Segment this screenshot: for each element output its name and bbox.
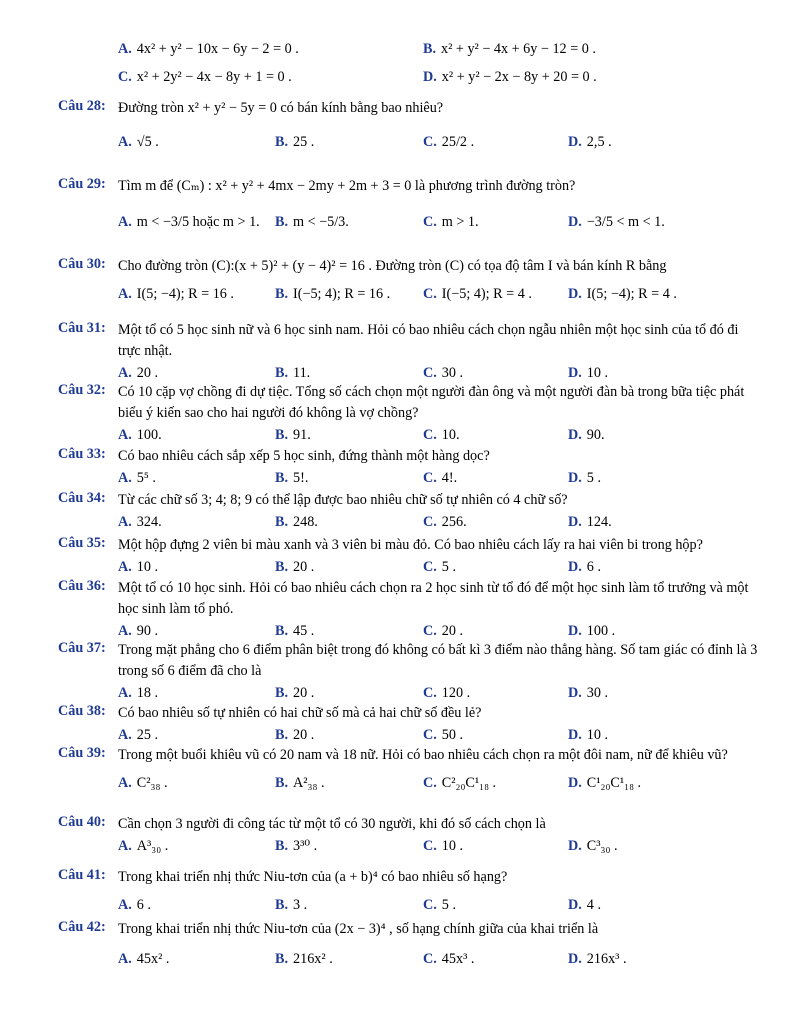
option-b xyxy=(275,131,314,153)
option-label: B. xyxy=(275,286,289,302)
option-label: A. xyxy=(118,897,132,913)
option-a xyxy=(118,424,162,446)
question-stem: Đường tròn x² + y² − 5y = 0 có bán kính bằng bao nhiêu? xyxy=(118,100,444,116)
option-d xyxy=(568,467,601,489)
question-number: Câu 37: xyxy=(58,640,106,656)
option-b xyxy=(275,620,314,642)
option-label: A. xyxy=(118,134,132,150)
question-number: Câu 38: xyxy=(58,703,106,719)
option-row xyxy=(58,894,758,916)
option-a xyxy=(118,511,162,533)
option-c xyxy=(423,556,456,578)
question-42 xyxy=(58,919,758,970)
option-d xyxy=(568,682,608,704)
option-label: A. xyxy=(118,838,132,854)
option-label: D. xyxy=(568,897,582,913)
option-label: C. xyxy=(423,623,437,639)
question-stem: Cần chọn 3 người đi công tác từ một tổ có 30 người, khi đó số cách chọn là xyxy=(118,816,546,832)
option-text: 20 . xyxy=(293,685,315,701)
option-text: 10 . xyxy=(586,727,609,743)
option-a xyxy=(118,948,169,970)
option-label: B. xyxy=(275,623,289,639)
option-label: B. xyxy=(275,365,289,381)
option-label: C. xyxy=(423,214,437,230)
option-row xyxy=(58,556,758,578)
option-text: 256. xyxy=(441,514,467,530)
option-text: 5 . xyxy=(586,470,601,486)
option-row xyxy=(58,511,758,533)
option-a xyxy=(118,38,299,60)
option-c xyxy=(423,894,456,916)
option-d xyxy=(568,772,641,794)
option-text: m < −5/3. xyxy=(293,214,349,230)
option-row xyxy=(58,724,758,746)
option-text: 120 . xyxy=(441,685,471,701)
question-41 xyxy=(58,867,758,916)
question-stem: Trong khai triển nhị thức Niu-tơn của (a + b)⁴ có bao nhiêu số hạng? xyxy=(118,869,508,885)
option-text: 20 . xyxy=(293,727,315,743)
question-39 xyxy=(58,745,758,794)
question-number: Câu 29: xyxy=(58,176,106,192)
option-text: 3³⁰ . xyxy=(293,838,318,854)
option-label: B. xyxy=(275,427,289,443)
option-label: B. xyxy=(275,559,289,575)
option-text: 10 . xyxy=(136,559,159,575)
question-stem: Cho đường tròn (C):(x + 5)² + (y − 4)² = 16 . Đường tròn (C) có tọa độ tâm I và bán kính R bằng xyxy=(118,258,667,274)
option-d xyxy=(568,724,608,746)
option-text: 10 . xyxy=(441,838,464,854)
option-d xyxy=(423,66,597,88)
option-b xyxy=(275,424,311,446)
option-row xyxy=(58,283,758,305)
option-a xyxy=(118,283,234,305)
option-text: 4x² + y² − 10x − 6y − 2 = 0 . xyxy=(136,41,299,57)
option-label: C. xyxy=(423,897,437,913)
option-row xyxy=(58,131,758,153)
option-c xyxy=(423,682,470,704)
question-31 xyxy=(58,320,758,384)
option-b xyxy=(275,894,307,916)
question-stem: Trong một buổi khiêu vũ có 20 nam và 18 nữ. Hỏi có bao nhiêu cách chọn ra một đôi nam, nữ để khiêu vũ? xyxy=(118,747,728,763)
option-a xyxy=(118,835,168,857)
option-text: C³₃₀ . xyxy=(586,838,618,854)
option-text: x² + 2y² − 4x − 8y + 1 = 0 . xyxy=(136,69,292,85)
option-label: D. xyxy=(568,838,582,854)
option-text: 324. xyxy=(136,514,162,530)
option-text: √5 . xyxy=(136,134,159,150)
question-28 xyxy=(58,98,758,153)
option-text: 5!. xyxy=(293,470,309,486)
option-b xyxy=(275,682,314,704)
option-b xyxy=(423,38,596,60)
option-c xyxy=(118,66,292,88)
option-text: m > 1. xyxy=(441,214,479,230)
option-c xyxy=(423,424,460,446)
option-b xyxy=(275,948,333,970)
question-stem: Một tổ có 10 học sinh. Hỏi có bao nhiêu cách chọn ra 2 học sinh từ tổ đó để một học sinh làm tổ trưởng và một học sinh làm tổ phó. xyxy=(118,580,749,617)
option-text: 30 . xyxy=(441,365,464,381)
option-text: 18 . xyxy=(136,685,159,701)
option-label: C. xyxy=(423,559,437,575)
option-text: 91. xyxy=(293,427,311,443)
option-label: B. xyxy=(275,951,289,967)
option-label: C. xyxy=(423,134,437,150)
option-text: −3/5 < m < 1. xyxy=(586,214,665,230)
option-text: 216x² . xyxy=(293,951,333,967)
option-c xyxy=(423,511,467,533)
question-37 xyxy=(58,640,758,704)
option-label: A. xyxy=(118,286,132,302)
option-label: C. xyxy=(423,775,437,791)
question-33 xyxy=(58,446,758,489)
option-label: A. xyxy=(118,685,132,701)
question-stem: Có 10 cặp vợ chồng đi dự tiệc. Tổng số cách chọn một người đàn ông và một người đàn bà trong bữa tiệc phát biểu ý kiến sao cho hai người đó không là vợ chồng? xyxy=(118,384,745,421)
option-c xyxy=(423,362,463,384)
question-38 xyxy=(58,703,758,746)
option-label: A. xyxy=(118,514,132,530)
option-label: B. xyxy=(275,727,289,743)
option-d xyxy=(568,556,601,578)
option-text: 20 . xyxy=(136,365,159,381)
option-c xyxy=(423,620,463,642)
option-b xyxy=(275,556,314,578)
option-row xyxy=(58,772,758,794)
option-label: D. xyxy=(423,69,437,85)
option-b xyxy=(275,724,314,746)
option-label: B. xyxy=(275,897,289,913)
option-label: A. xyxy=(118,365,132,381)
question-stem: Có bao nhiêu cách sắp xếp 5 học sinh, đứng thành một hàng dọc? xyxy=(118,448,490,464)
option-label: D. xyxy=(568,365,582,381)
option-label: D. xyxy=(568,214,582,230)
question-number: Câu 28: xyxy=(58,98,106,114)
option-c xyxy=(423,835,463,857)
option-label: A. xyxy=(118,775,132,791)
option-label: D. xyxy=(568,775,582,791)
option-label: A. xyxy=(118,559,132,575)
question-number: Câu 41: xyxy=(58,867,106,883)
option-label: A. xyxy=(118,727,132,743)
option-label: D. xyxy=(568,470,582,486)
option-text: A²₃₈ . xyxy=(293,775,325,791)
option-label: C. xyxy=(423,685,437,701)
option-text: 100 . xyxy=(586,623,616,639)
option-text: I(5; −4); R = 4 . xyxy=(586,286,677,302)
option-label: C. xyxy=(423,514,437,530)
option-text: 20 . xyxy=(293,559,315,575)
option-label: C. xyxy=(423,727,437,743)
option-c xyxy=(423,131,474,153)
question-number: Câu 40: xyxy=(58,814,106,830)
option-text: x² + y² − 4x + 6y − 12 = 0 . xyxy=(441,41,596,57)
option-a xyxy=(118,772,168,794)
question-stem: Một tổ có 5 học sinh nữ và 6 học sinh nam. Hỏi có bao nhiêu cách chọn ngẫu nhiên một học sinh của tổ đó đi trực nhật. xyxy=(118,322,739,359)
question-number: Câu 36: xyxy=(58,578,106,594)
option-text: A³₃₀ . xyxy=(136,838,169,854)
question-number: Câu 39: xyxy=(58,745,106,761)
option-label: D. xyxy=(568,727,582,743)
question-number: Câu 35: xyxy=(58,535,106,551)
option-text: 10 . xyxy=(586,365,609,381)
option-label: B. xyxy=(275,134,289,150)
option-text: C²₃₈ . xyxy=(136,775,168,791)
option-label: C. xyxy=(423,365,437,381)
option-a xyxy=(118,682,158,704)
question-stem: Một hộp đựng 2 viên bi màu xanh và 3 viên bi màu đỏ. Có bao nhiêu cách lấy ra hai viên bi trong hộp? xyxy=(118,537,703,553)
option-label: B. xyxy=(275,775,289,791)
option-row xyxy=(58,362,758,384)
option-row xyxy=(58,211,758,233)
option-label: A. xyxy=(118,951,132,967)
option-c xyxy=(423,467,457,489)
option-b xyxy=(275,835,317,857)
option-text: 45x³ . xyxy=(441,951,475,967)
option-label: D. xyxy=(568,427,582,443)
option-c xyxy=(423,283,532,305)
option-text: 11. xyxy=(293,365,311,381)
question-30 xyxy=(58,256,758,305)
option-d xyxy=(568,894,601,916)
option-text: I(−5; 4); R = 4 . xyxy=(441,286,532,302)
option-label: C. xyxy=(423,470,437,486)
option-d xyxy=(568,211,665,233)
option-b xyxy=(275,283,390,305)
option-label: D. xyxy=(568,134,582,150)
option-label: A. xyxy=(118,427,132,443)
option-text: C¹₂₀C¹₁₈ . xyxy=(586,775,642,791)
option-c xyxy=(423,724,463,746)
question-34 xyxy=(58,490,758,533)
option-text: m < −3/5 hoặc m > 1. xyxy=(136,214,260,230)
question-number: Câu 34: xyxy=(58,490,106,506)
option-text: 50 . xyxy=(441,727,464,743)
option-label: B. xyxy=(423,41,437,57)
option-row xyxy=(58,682,758,704)
option-c xyxy=(423,772,496,794)
option-label: C. xyxy=(423,427,437,443)
option-text: I(−5; 4); R = 16 . xyxy=(293,286,391,302)
question-number: Câu 32: xyxy=(58,382,106,398)
option-text: 90. xyxy=(586,427,605,443)
option-row xyxy=(58,467,758,489)
option-row xyxy=(58,620,758,642)
option-label: A. xyxy=(118,470,132,486)
option-label: B. xyxy=(275,514,289,530)
option-text: C²₂₀C¹₁₈ . xyxy=(441,775,497,791)
question-32 xyxy=(58,382,758,446)
question-stem: Trong khai triển nhị thức Niu-tơn của (2x − 3)⁴ , số hạng chính giữa của khai triển là xyxy=(118,921,599,937)
option-text: 45x² . xyxy=(136,951,170,967)
option-b xyxy=(275,211,349,233)
option-b xyxy=(275,772,325,794)
option-c xyxy=(423,211,479,233)
option-text: 4 . xyxy=(586,897,601,913)
option-label: A. xyxy=(118,214,132,230)
option-a xyxy=(118,724,158,746)
option-text: 124. xyxy=(586,514,612,530)
option-text: 45 . xyxy=(293,623,315,639)
option-text: 30 . xyxy=(586,685,609,701)
option-a xyxy=(118,211,260,233)
option-b xyxy=(275,362,310,384)
option-text: I(5; −4); R = 16 . xyxy=(136,286,234,302)
option-row xyxy=(58,38,758,60)
option-label: C. xyxy=(423,286,437,302)
option-text: 20 . xyxy=(441,623,464,639)
option-label: D. xyxy=(568,286,582,302)
option-label: C. xyxy=(423,838,437,854)
option-row xyxy=(58,424,758,446)
option-text: 248. xyxy=(293,514,318,530)
option-text: 2,5 . xyxy=(586,134,612,150)
option-label: D. xyxy=(568,559,582,575)
question-stem: Tìm m để (Cₘ) : x² + y² + 4mx − 2my + 2m + 3 = 0 là phương trình đường tròn? xyxy=(118,178,576,194)
option-text: 25/2 . xyxy=(441,134,475,150)
option-label: D. xyxy=(568,514,582,530)
option-text: 6 . xyxy=(136,897,151,913)
option-text: 10. xyxy=(441,427,460,443)
option-label: A. xyxy=(118,41,132,57)
option-label: C. xyxy=(118,69,132,85)
question-36 xyxy=(58,578,758,642)
option-d xyxy=(568,511,612,533)
option-a xyxy=(118,131,159,153)
question-number: Câu 42: xyxy=(58,919,106,935)
option-a xyxy=(118,467,156,489)
question-27-options xyxy=(58,38,758,88)
option-label: D. xyxy=(568,685,582,701)
option-row xyxy=(58,948,758,970)
option-label: B. xyxy=(275,470,289,486)
option-text: x² + y² − 2x − 8y + 20 = 0 . xyxy=(441,69,597,85)
option-a xyxy=(118,894,151,916)
option-d xyxy=(568,283,677,305)
option-d xyxy=(568,362,608,384)
option-label: C. xyxy=(423,951,437,967)
option-c xyxy=(423,948,474,970)
option-a xyxy=(118,556,158,578)
question-stem: Trong mặt phẳng cho 6 điểm phân biệt trong đó không có bất kì 3 điểm nào thẳng hàng. Số tam giác có đỉnh là 3 trong số 6 điểm đã cho là xyxy=(118,642,758,679)
question-number: Câu 33: xyxy=(58,446,106,462)
question-number: Câu 31: xyxy=(58,320,106,336)
option-row xyxy=(58,835,758,857)
option-text: 3 . xyxy=(293,897,308,913)
option-d xyxy=(568,835,618,857)
option-label: B. xyxy=(275,838,289,854)
option-label: D. xyxy=(568,623,582,639)
option-d xyxy=(568,424,605,446)
question-29 xyxy=(58,176,758,233)
option-label: B. xyxy=(275,214,289,230)
option-a xyxy=(118,362,158,384)
option-d xyxy=(568,948,627,970)
question-40 xyxy=(58,814,758,857)
option-b xyxy=(275,511,318,533)
option-d xyxy=(568,620,615,642)
option-text: 4!. xyxy=(441,470,458,486)
option-text: 100. xyxy=(136,427,162,443)
option-text: 5⁵ . xyxy=(136,470,156,486)
option-text: 5 . xyxy=(441,897,456,913)
question-stem: Từ các chữ số 3; 4; 8; 9 có thể lập được bao nhiêu chữ số tự nhiên có 4 chữ số? xyxy=(118,492,568,508)
option-text: 25 . xyxy=(136,727,159,743)
question-35 xyxy=(58,535,758,578)
option-text: 25 . xyxy=(293,134,315,150)
question-number: Câu 30: xyxy=(58,256,106,272)
option-text: 216x³ . xyxy=(586,951,627,967)
option-label: D. xyxy=(568,951,582,967)
option-label: B. xyxy=(275,685,289,701)
option-row xyxy=(58,66,758,88)
option-b xyxy=(275,467,308,489)
option-text: 90 . xyxy=(136,623,159,639)
option-text: 6 . xyxy=(586,559,601,575)
option-a xyxy=(118,620,158,642)
option-d xyxy=(568,131,612,153)
option-text: 5 . xyxy=(441,559,456,575)
question-stem: Có bao nhiêu số tự nhiên có hai chữ số mà cả hai chữ số đều lẻ? xyxy=(118,705,482,721)
option-label: A. xyxy=(118,623,132,639)
